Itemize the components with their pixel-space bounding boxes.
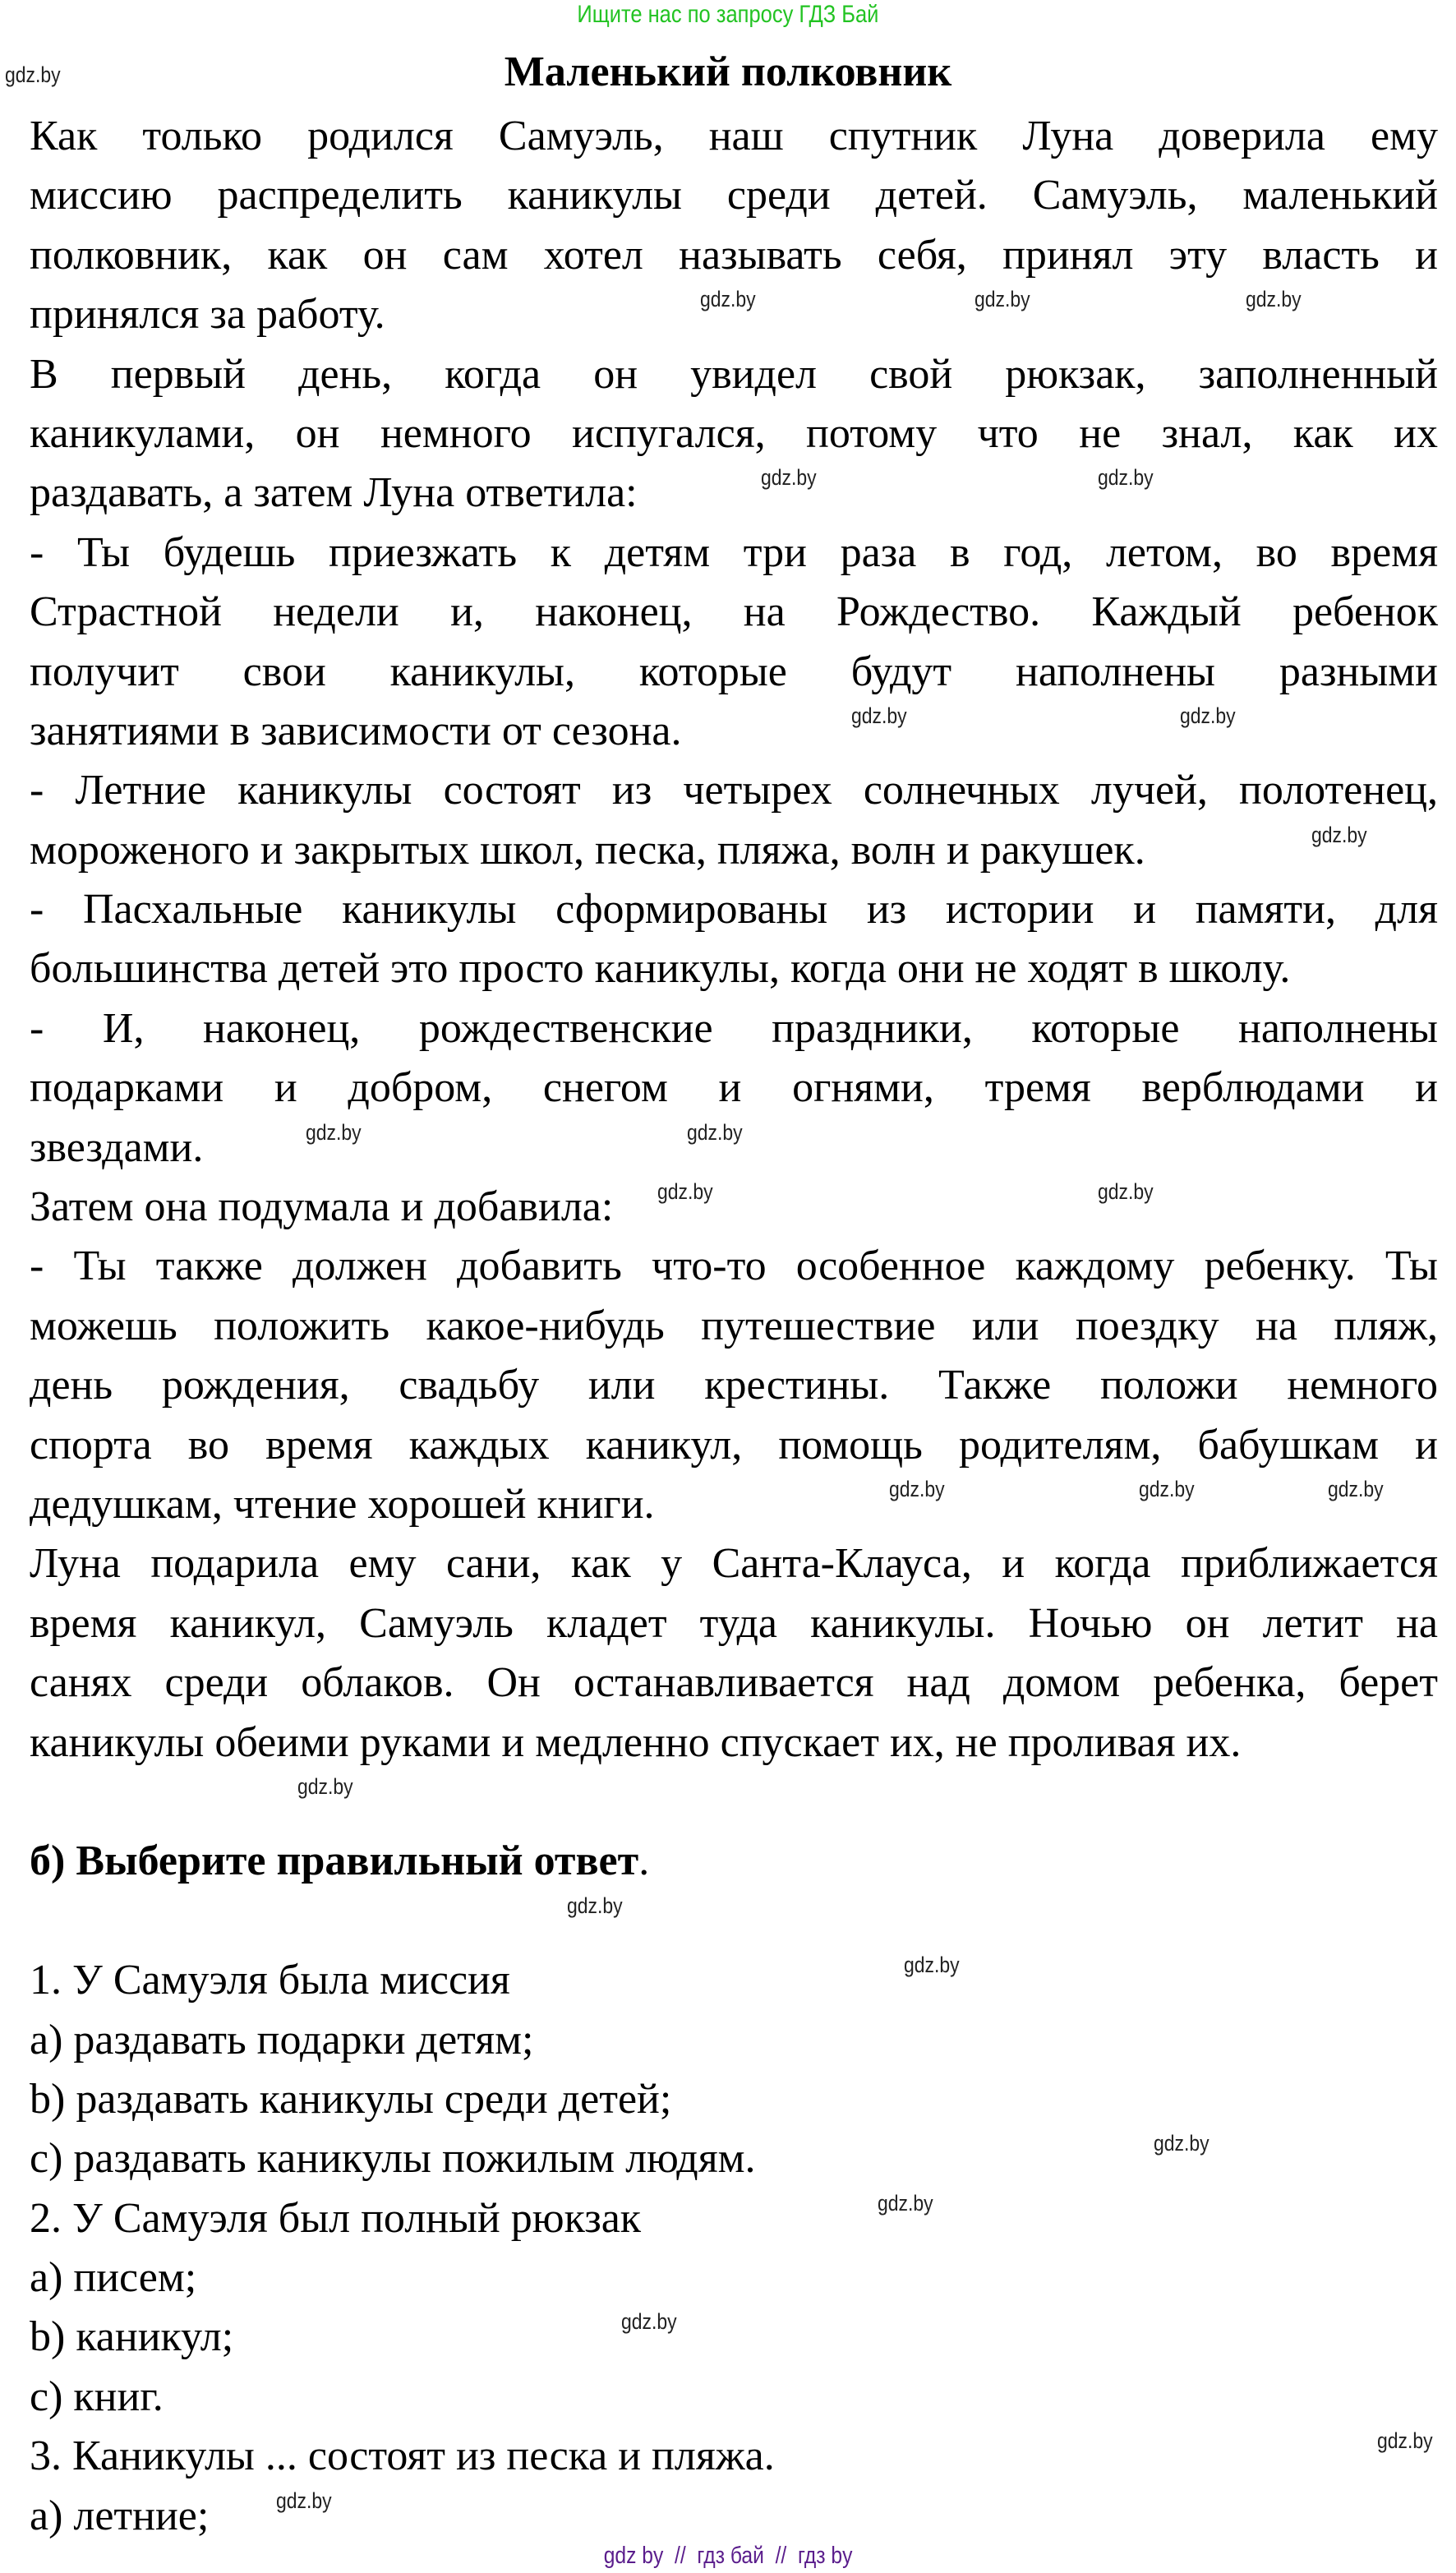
page-title: Маленький полковник <box>504 48 952 95</box>
answer-option <box>30 2308 1438 2367</box>
story-line-text: время каникул, Самуэль кладет туда каникулы. Ночью он летит на <box>30 1599 1438 1647</box>
story-line-text: раздавать, а затем Луна ответила: <box>30 469 638 517</box>
story-line-text: Как только родился Самуэль, наш спутник Луна доверила ему <box>30 113 1438 159</box>
story-line-text: большинства детей это просто каникулы, когда они не ходят в школу. <box>30 945 1291 993</box>
story-line-text: санях среди облаков. Он останавливается над домом ребенка, берет <box>30 1659 1438 1707</box>
story-line-text: занятиями в зависимости от сезона. <box>30 707 682 754</box>
title-bar <box>0 43 1456 112</box>
answer-option <box>30 2129 1438 2188</box>
question-text: c) книг. <box>30 2372 164 2420</box>
question <box>30 2427 1438 2486</box>
question-text: c) раздавать каникулы пожилым людям. <box>30 2135 756 2183</box>
question-text: a) писем; <box>30 2254 197 2302</box>
story-line <box>30 463 1438 523</box>
watermark: gdz.by <box>657 1179 713 1205</box>
story-line <box>30 999 1438 1058</box>
question-text: 3. Каникулы ... состоят из песка и пляжа. <box>30 2432 775 2480</box>
watermark: gdz.by <box>276 2488 332 2513</box>
story-line <box>30 1594 1438 1653</box>
story-line <box>30 1653 1438 1713</box>
story-line-text: каникулы обеими руками и медленно спускает их, не проливая их. <box>30 1718 1242 1766</box>
watermark: gdz.by <box>1377 2428 1433 2454</box>
story-line-text: спорта во время каждых каникул, помощь родителям, бабушкам и <box>30 1421 1438 1469</box>
story-line <box>30 939 1438 998</box>
task-heading <box>30 1832 1438 1891</box>
top-banner-bar <box>0 0 1456 34</box>
story-line-text: полковник, как он сам хотел называть себя, принял эту власть и <box>30 231 1438 279</box>
watermark: gdz.by <box>700 287 756 312</box>
footer-links[interactable]: gdz by // гдз бай // гдз by <box>603 2543 853 2569</box>
story-line <box>30 1713 1438 1773</box>
answer-option <box>30 2248 1438 2308</box>
story-line <box>30 1534 1438 1593</box>
watermark: gdz.by <box>851 703 907 728</box>
story-line-text: - Пасхальные каникулы сформированы из истории и памяти, для <box>30 886 1438 934</box>
story-line <box>30 404 1438 463</box>
watermark: gdz.by <box>761 465 817 491</box>
watermark: gdz.by <box>1328 1476 1384 1501</box>
story-line <box>30 1416 1438 1475</box>
document-body <box>30 107 1438 2546</box>
story-line-text: Затем она подумала и добавила: <box>30 1183 614 1231</box>
question-text: a) летние; <box>30 2492 210 2539</box>
answer-option <box>30 2011 1438 2070</box>
story-line <box>30 1118 1438 1178</box>
answer-option <box>30 2070 1438 2129</box>
watermark: gdz.by <box>297 1773 353 1799</box>
story-line-text: В первый день, когда он увидел свой рюкзак, заполненный <box>30 350 1438 398</box>
story-line <box>30 345 1438 404</box>
task-heading-text: б) Выберите правильный ответ <box>30 1838 639 1885</box>
answer-option <box>30 2368 1438 2427</box>
story-line <box>30 1058 1438 1118</box>
story-line <box>30 1356 1438 1415</box>
watermark: gdz.by <box>889 1476 945 1501</box>
story-line-text: подарками и добром, снегом и огнями, тремя верблюдами и <box>30 1064 1438 1112</box>
story-line <box>30 166 1438 225</box>
story-line-text: получит свои каникулы, которые будут наполнены разными <box>30 648 1438 695</box>
story-line-text: дедушкам, чтение хорошей книги. <box>30 1480 655 1528</box>
question-text: 1. У Самуэля была миссия <box>30 1957 510 2004</box>
watermark: gdz.by <box>1098 465 1154 491</box>
answer-option <box>30 2487 1438 2546</box>
story-line-text: - Летние каникулы состоят из четырех солнечных лучей, полотенец, <box>30 767 1438 814</box>
story-line <box>30 226 1438 285</box>
watermark: gdz.by <box>1311 822 1367 847</box>
watermark: gdz.by <box>567 1893 623 1918</box>
story-line <box>30 761 1438 820</box>
questions-list <box>30 1951 1438 2546</box>
watermark: gdz.by <box>975 287 1030 312</box>
blank-row <box>30 1892 1438 1951</box>
watermark: gdz.by <box>306 1119 362 1145</box>
story-line-text: можешь положить какое-нибудь путешествие или поездку на пляж, <box>30 1302 1438 1349</box>
story-line-text: - Ты также должен добавить что-то особенное каждому ребенку. Ты <box>30 1243 1438 1290</box>
question-text: 2. У Самуэля был полный рюкзак <box>30 2194 642 2242</box>
story-line-text: миссию распределить каникулы среди детей. Самуэль, маленький <box>30 172 1438 219</box>
story-line-text: мороженого и закрытых школ, песка, пляжа, волн и ракушек. <box>30 826 1145 874</box>
footer-bar <box>0 2543 1456 2573</box>
story-line-text: день рождения, свадьбу или крестины. Также положи немного <box>30 1362 1438 1409</box>
story-line-text: каникулами, он немного испугался, потому что не знал, как их <box>30 409 1438 457</box>
story-line-text: - Ты будешь приезжать к детям три раза в год, летом, во время <box>30 528 1438 576</box>
story-line <box>30 821 1438 880</box>
story-line <box>30 702 1438 761</box>
question-text: a) раздавать подарки детям; <box>30 2016 534 2063</box>
story-line <box>30 643 1438 702</box>
story-line-text: - И, наконец, рождественские праздники, которые наполнены <box>30 1004 1438 1052</box>
question <box>30 2189 1438 2248</box>
story-line <box>30 880 1438 939</box>
story-line <box>30 1475 1438 1534</box>
top-banner[interactable]: Ищите нас по запросу ГДЗ Бай <box>577 1 879 28</box>
watermark: gdz.by <box>1139 1476 1195 1501</box>
story-line <box>30 523 1438 583</box>
question-text: b) каникул; <box>30 2313 234 2361</box>
story-line <box>30 583 1438 642</box>
watermark: gdz.by <box>878 2190 933 2216</box>
story-line <box>30 107 1438 166</box>
watermark: gdz.by <box>1098 1179 1154 1205</box>
watermark: gdz.by <box>621 2309 677 2335</box>
story-line-text: Страстной недели и, наконец, на Рождество. Каждый ребенок <box>30 588 1438 636</box>
watermark: gdz.by <box>1154 2131 1209 2156</box>
story-line-text: Луна подарила ему сани, как у Санта-Клауса, и когда приближается <box>30 1540 1438 1588</box>
task-heading-end: . <box>638 1838 650 1885</box>
story-line-text: принялся за работу. <box>30 291 385 339</box>
story-line <box>30 1178 1438 1237</box>
question-text: b) раздавать каникулы среди детей; <box>30 2075 672 2123</box>
watermark: gdz.by <box>1180 703 1236 728</box>
blank-row <box>30 1773 1438 1832</box>
watermark: gdz.by <box>5 62 61 87</box>
story-line <box>30 1297 1438 1356</box>
story-line <box>30 285 1438 344</box>
watermark: gdz.by <box>1246 287 1302 312</box>
story-line-text: звездами. <box>30 1123 204 1171</box>
story-text <box>30 107 1438 1773</box>
watermark: gdz.by <box>687 1119 743 1145</box>
watermark: gdz.by <box>904 1953 960 1978</box>
story-line <box>30 1237 1438 1296</box>
question <box>30 1951 1438 2010</box>
